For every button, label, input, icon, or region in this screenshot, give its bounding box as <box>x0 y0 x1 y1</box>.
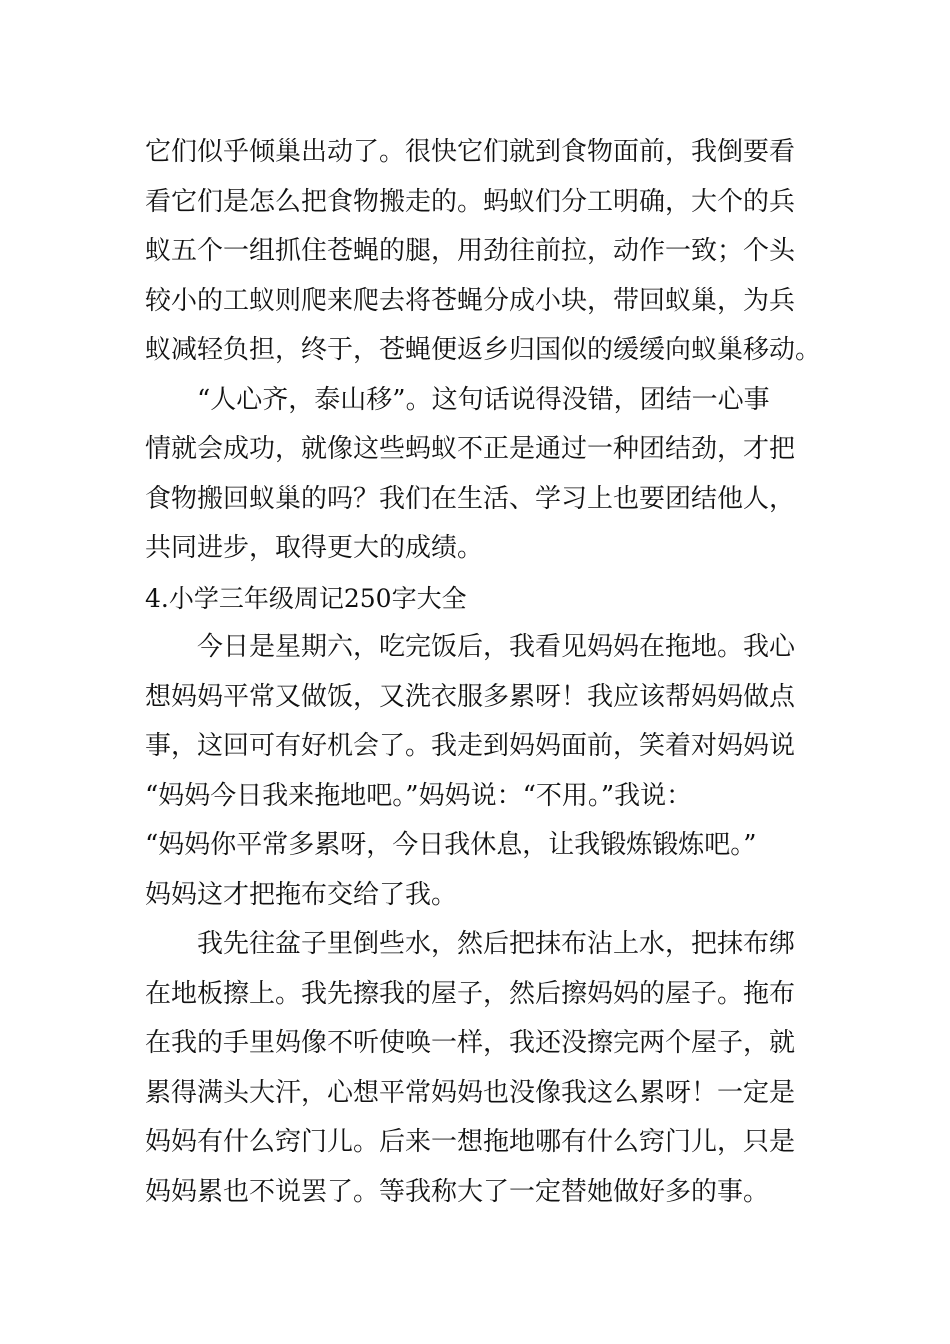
text-line: “妈妈你平常多累呀，今日我休息，让我锻炼锻炼吧。” <box>145 830 757 860</box>
text-line: 今日是星期六，吃完饭后，我看见妈妈在拖地。我心 <box>197 632 796 662</box>
text-line: 蚁减轻负担，终于，苍蝇便返乡归国似的缓缓向蚁巢移动。 <box>145 335 822 365</box>
text-line: 妈妈这才把拖布交给了我。 <box>145 879 458 910</box>
paragraph-mopping-story <box>145 920 810 1217</box>
text-line: 情就会成功，就像这些蚂蚁不正是通过一种团结劲，才把 <box>145 434 796 464</box>
document-page <box>145 128 822 1217</box>
paragraph-ants-continued <box>145 128 822 376</box>
text-line: 看它们是怎么把食物搬走的。蚂蚁们分工明确，大个的兵 <box>145 186 796 217</box>
text-line: 在地板擦上。我先擦我的屋子，然后擦妈妈的屋子。拖布 <box>145 978 796 1009</box>
text-line: 共同进步，取得更大的成绩。 <box>145 533 484 563</box>
paragraph-mopping-intro <box>145 623 810 920</box>
text-line: 食物搬回蚁巢的吗？我们在生活、学习上也要团结他人， <box>145 483 796 514</box>
text-line: “人心齐，泰山移”。这句话说得没错，团结一心事 <box>197 384 770 415</box>
text-line: 累得满头大汗，心想平常妈妈也没像我这么累呀！一定是 <box>145 1077 796 1108</box>
text-line: 在我的手里妈像不听使唤一样，我还没擦完两个屋子，就 <box>145 1028 796 1058</box>
text-line: 事，这回可有好机会了。我走到妈妈面前，笑着对妈妈说 <box>145 731 796 761</box>
text-line: 妈妈有什么窍门儿。后来一想拖地哪有什么窍门儿，只是 <box>145 1127 796 1157</box>
text-line: 蚁五个一组抓住苍蝇的腿，用劲往前拉，动作一致；个头 <box>145 236 796 266</box>
section-heading: 4.小学三年级周记250字大全 <box>145 583 467 613</box>
text-line: “妈妈今日我来拖地吧。”妈妈说：“不用。”我说： <box>145 780 693 811</box>
text-line: 较小的工蚁则爬来爬去将苍蝇分成小块，带回蚁巢，为兵 <box>145 285 796 316</box>
text-line: 它们似乎倾巢出动了。很快它们就到食物面前，我倒要看 <box>145 137 796 167</box>
text-line: 想妈妈平常又做饭，又洗衣服多累呀！我应该帮妈妈做点 <box>145 681 796 712</box>
paragraph-ants-conclusion <box>145 376 810 574</box>
text-line: 妈妈累也不说罢了。等我称大了一定替她做好多的事。 <box>145 1176 770 1207</box>
text-line: 我先往盆子里倒些水，然后把抹布沾上水，把抹布绑 <box>197 929 796 959</box>
